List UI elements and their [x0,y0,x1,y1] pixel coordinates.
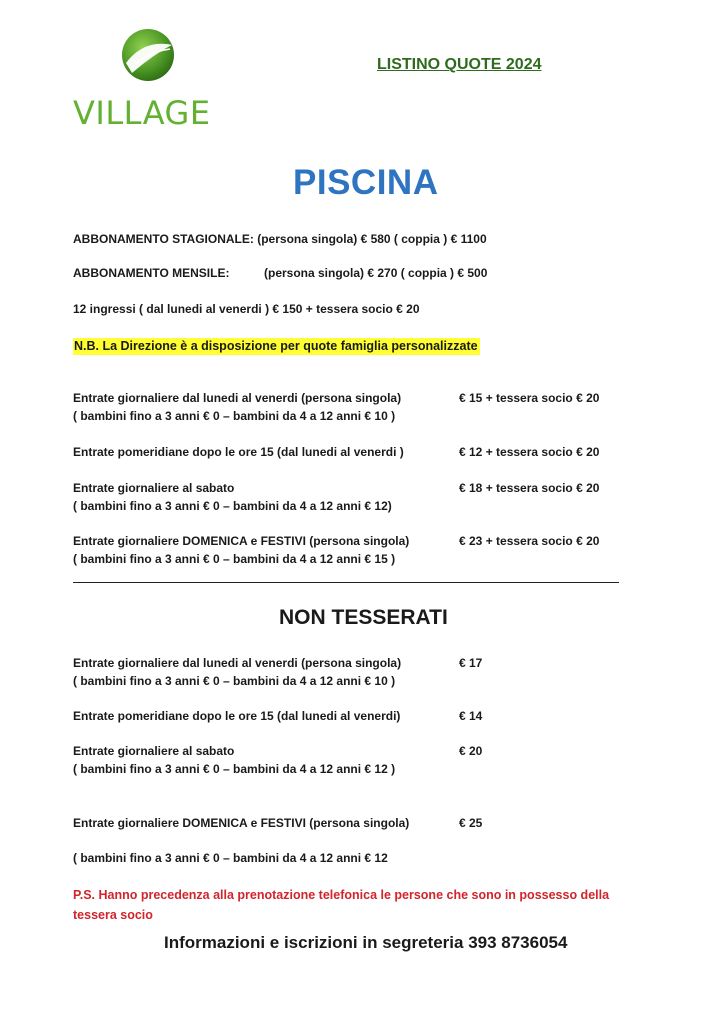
nt-entry-1-line1: Entrate giornaliere dal lunedi al venerdi (persona singola) [73,656,402,670]
piscina-entry-2-line1: Entrate pomeridiane dopo le ore 15 (dal lunedi al venerdi ) [73,445,404,459]
ps-note: P.S. Hanno precedenza alla prenotazione telefonica le persone che sono in possesso della tessera socio [73,888,610,922]
piscina-entry-1-price: € 15 + tessera socio € 20 [459,391,600,405]
nt-entry-1-line2: ( bambini fino a 3 anni € 0 – bambini da 4 a 12 anni € 10 ) [73,674,396,688]
nt-extra-children-line: ( bambini fino a 3 anni € 0 – bambini da 4 a 12 anni € 12 [73,851,388,865]
footer-contact-info: Informazioni e iscrizioni in segreteria 393 8736054 [164,933,568,952]
nt-entry-3-line2: ( bambini fino a 3 anni € 0 – bambini da 4 a 12 anni € 12 ) [73,762,396,776]
piscina-entry-4-price: € 23 + tessera socio € 20 [459,534,600,548]
nt-entry-2-price: € 14 [459,709,483,723]
piscina-entry-3-line1: Entrate giornaliere al sabato [73,481,235,495]
piscina-entry-3-price: € 18 + tessera socio € 20 [459,481,600,495]
abbonamento-mensile-detail: (persona singola) € 270 ( coppia ) € 500 [264,266,488,280]
piscina-entry-2-price: € 12 + tessera socio € 20 [459,445,600,459]
nt-entry-3-price: € 20 [459,744,483,758]
price-list-title: LISTINO QUOTE 2024 [377,56,542,73]
piscina-entry-4-line2: ( bambini fino a 3 anni € 0 – bambini da 4 a 12 anni € 15 ) [73,552,396,566]
piscina-entry-1-line2: ( bambini fino a 3 anni € 0 – bambini da 4 a 12 anni € 10 ) [73,409,396,423]
piscina-entry-4-line1: Entrate giornaliere DOMENICA e FESTIVI (persona singola) [73,534,410,548]
abbonamento-stagionale: ABBONAMENTO STAGIONALE: (persona singola) € 580 ( coppia ) € 1100 [73,232,487,246]
piscina-entry-1-line1: Entrate giornaliere dal lunedi al venerdi (persona singola) [73,391,402,405]
nt-entry-4-line1: Entrate giornaliere DOMENICA e FESTIVI (persona singola) [73,816,410,830]
village-leaf-logo-icon [120,27,176,83]
dodici-ingressi: 12 ingressi ( dal lunedi al venerdi ) € 150 + tessera socio € 20 [73,302,420,316]
nt-entry-1-price: € 17 [459,656,483,670]
nt-entry-4-price: € 25 [459,816,483,830]
piscina-title: PISCINA [293,163,439,202]
non-tesserati-title: NON TESSERATI [279,606,448,629]
section-divider [73,582,619,583]
piscina-entry-3-line2: ( bambini fino a 3 anni € 0 – bambini da 4 a 12 anni € 12) [73,499,392,513]
abbonamento-mensile-label: ABBONAMENTO MENSILE: [73,266,230,280]
nt-entry-2-line1: Entrate pomeridiane dopo le ore 15 (dal lunedi al venerdi) [73,709,401,723]
nb-note-highlight: N.B. La Direzione è a disposizione per quote famiglia personalizzate [74,339,478,353]
nt-entry-3-line1: Entrate giornaliere al sabato [73,744,235,758]
village-logo-text: VILLAGE [73,94,211,132]
